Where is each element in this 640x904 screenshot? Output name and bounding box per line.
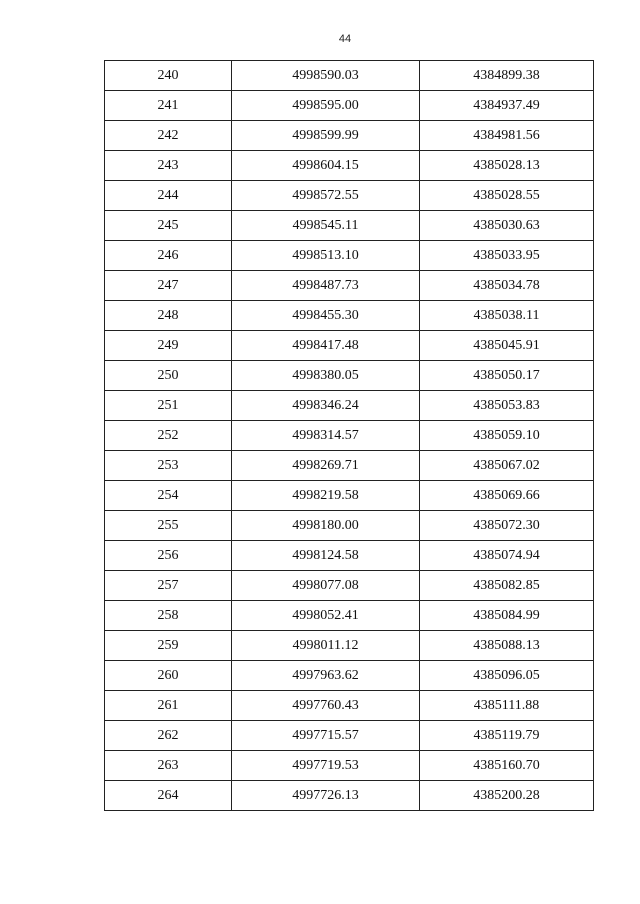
- point-number-cell: 260: [105, 661, 232, 691]
- y-coordinate-cell: 4385200.28: [420, 781, 594, 811]
- y-coordinate-cell: 4385028.55: [420, 181, 594, 211]
- point-number-cell: 243: [105, 151, 232, 181]
- table-row: [105, 121, 594, 151]
- table-row: [105, 181, 594, 211]
- point-number-cell: 257: [105, 571, 232, 601]
- coordinates-table-body: [105, 61, 594, 811]
- table-row: [105, 271, 594, 301]
- y-coordinate-cell: 4385119.79: [420, 721, 594, 751]
- point-number-cell: 262: [105, 721, 232, 751]
- point-number-cell: 253: [105, 451, 232, 481]
- table-row: [105, 511, 594, 541]
- table-row: [105, 751, 594, 781]
- y-coordinate-cell: 4385034.78: [420, 271, 594, 301]
- point-number-cell: 247: [105, 271, 232, 301]
- point-number-cell: 241: [105, 91, 232, 121]
- table-row: [105, 721, 594, 751]
- x-coordinate-cell: 4998346.24: [232, 391, 420, 421]
- table-row: [105, 331, 594, 361]
- table-row: [105, 91, 594, 121]
- point-number-cell: 264: [105, 781, 232, 811]
- point-number-cell: 250: [105, 361, 232, 391]
- point-number-cell: 242: [105, 121, 232, 151]
- table-row: [105, 781, 594, 811]
- table-row: [105, 361, 594, 391]
- table-row: [105, 391, 594, 421]
- y-coordinate-cell: 4385069.66: [420, 481, 594, 511]
- x-coordinate-cell: 4997726.13: [232, 781, 420, 811]
- x-coordinate-cell: 4998011.12: [232, 631, 420, 661]
- point-number-cell: 244: [105, 181, 232, 211]
- table-row: [105, 301, 594, 331]
- point-number-cell: 251: [105, 391, 232, 421]
- x-coordinate-cell: 4997760.43: [232, 691, 420, 721]
- x-coordinate-cell: 4997719.53: [232, 751, 420, 781]
- table-row: [105, 241, 594, 271]
- point-number-cell: 252: [105, 421, 232, 451]
- table-row: [105, 661, 594, 691]
- y-coordinate-cell: 4385059.10: [420, 421, 594, 451]
- x-coordinate-cell: 4998380.05: [232, 361, 420, 391]
- x-coordinate-cell: 4998599.99: [232, 121, 420, 151]
- table-row: [105, 481, 594, 511]
- x-coordinate-cell: 4998487.73: [232, 271, 420, 301]
- table-row: [105, 211, 594, 241]
- y-coordinate-cell: 4385053.83: [420, 391, 594, 421]
- table-row: [105, 421, 594, 451]
- point-number-cell: 263: [105, 751, 232, 781]
- point-number-cell: 256: [105, 541, 232, 571]
- point-number-cell: 259: [105, 631, 232, 661]
- point-number-cell: 258: [105, 601, 232, 631]
- table-row: [105, 631, 594, 661]
- y-coordinate-cell: 4385111.88: [420, 691, 594, 721]
- table-row: [105, 691, 594, 721]
- table-row: [105, 541, 594, 571]
- y-coordinate-cell: 4385038.11: [420, 301, 594, 331]
- x-coordinate-cell: 4998572.55: [232, 181, 420, 211]
- y-coordinate-cell: 4385030.63: [420, 211, 594, 241]
- table-row: [105, 151, 594, 181]
- y-coordinate-cell: 4385088.13: [420, 631, 594, 661]
- y-coordinate-cell: 4385050.17: [420, 361, 594, 391]
- y-coordinate-cell: 4384981.56: [420, 121, 594, 151]
- x-coordinate-cell: 4997963.62: [232, 661, 420, 691]
- y-coordinate-cell: 4385084.99: [420, 601, 594, 631]
- point-number-cell: 248: [105, 301, 232, 331]
- table-row: [105, 571, 594, 601]
- x-coordinate-cell: 4998124.58: [232, 541, 420, 571]
- x-coordinate-cell: 4998604.15: [232, 151, 420, 181]
- x-coordinate-cell: 4998077.08: [232, 571, 420, 601]
- y-coordinate-cell: 4384937.49: [420, 91, 594, 121]
- x-coordinate-cell: 4998545.11: [232, 211, 420, 241]
- point-number-cell: 261: [105, 691, 232, 721]
- y-coordinate-cell: 4384899.38: [420, 61, 594, 91]
- coordinates-table: [104, 60, 594, 811]
- y-coordinate-cell: 4385028.13: [420, 151, 594, 181]
- point-number-cell: 240: [105, 61, 232, 91]
- x-coordinate-cell: 4998590.03: [232, 61, 420, 91]
- x-coordinate-cell: 4998314.57: [232, 421, 420, 451]
- table-row: [105, 451, 594, 481]
- x-coordinate-cell: 4998455.30: [232, 301, 420, 331]
- x-coordinate-cell: 4998595.00: [232, 91, 420, 121]
- table-row: [105, 61, 594, 91]
- y-coordinate-cell: 4385082.85: [420, 571, 594, 601]
- point-number-cell: 249: [105, 331, 232, 361]
- x-coordinate-cell: 4998180.00: [232, 511, 420, 541]
- y-coordinate-cell: 4385074.94: [420, 541, 594, 571]
- x-coordinate-cell: 4997715.57: [232, 721, 420, 751]
- y-coordinate-cell: 4385033.95: [420, 241, 594, 271]
- x-coordinate-cell: 4998219.58: [232, 481, 420, 511]
- y-coordinate-cell: 4385067.02: [420, 451, 594, 481]
- table-row: [105, 601, 594, 631]
- y-coordinate-cell: 4385072.30: [420, 511, 594, 541]
- page-number: 44: [338, 33, 352, 45]
- point-number-cell: 245: [105, 211, 232, 241]
- x-coordinate-cell: 4998052.41: [232, 601, 420, 631]
- point-number-cell: 255: [105, 511, 232, 541]
- x-coordinate-cell: 4998417.48: [232, 331, 420, 361]
- y-coordinate-cell: 4385160.70: [420, 751, 594, 781]
- y-coordinate-cell: 4385096.05: [420, 661, 594, 691]
- y-coordinate-cell: 4385045.91: [420, 331, 594, 361]
- x-coordinate-cell: 4998269.71: [232, 451, 420, 481]
- x-coordinate-cell: 4998513.10: [232, 241, 420, 271]
- point-number-cell: 246: [105, 241, 232, 271]
- point-number-cell: 254: [105, 481, 232, 511]
